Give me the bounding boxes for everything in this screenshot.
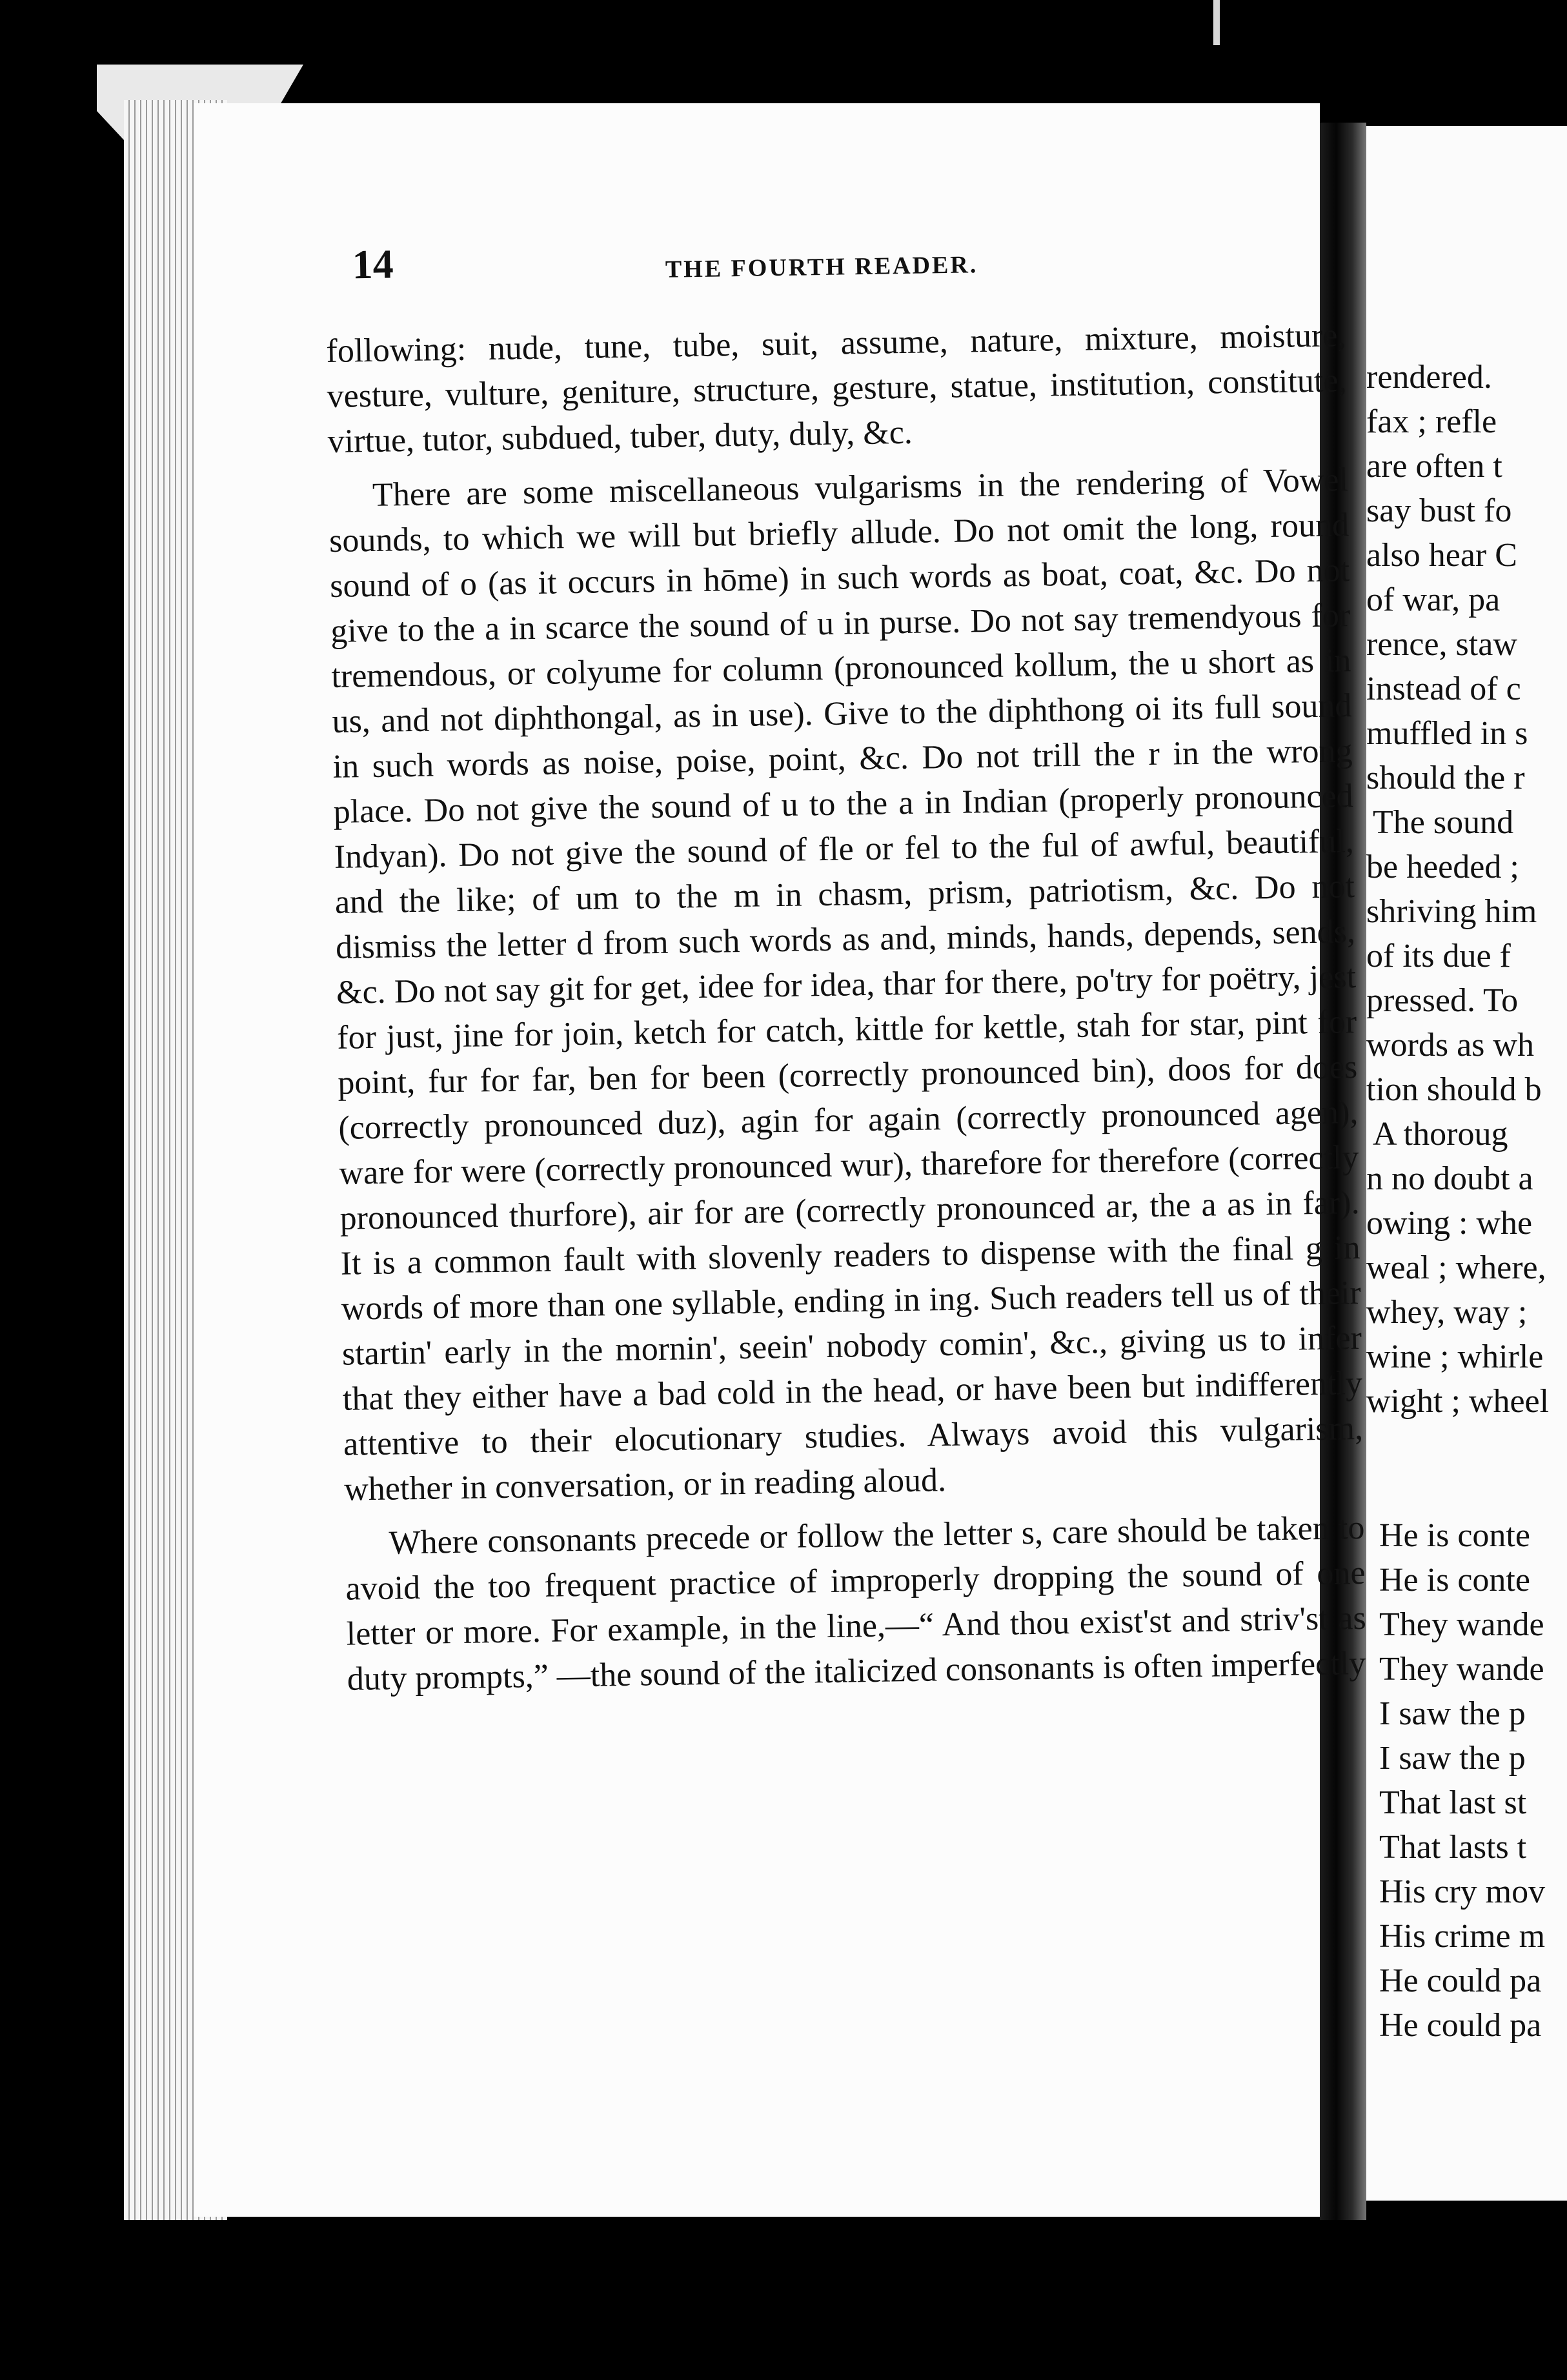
- right-page-line: He could pa: [1379, 2007, 1542, 2044]
- right-page-line: say bust fo: [1366, 492, 1512, 529]
- right-page-line: They wande: [1379, 1606, 1544, 1643]
- right-page-line: be heeded ;: [1366, 849, 1519, 885]
- page-number: 14: [352, 241, 394, 288]
- right-page-line: should the r: [1366, 760, 1525, 796]
- right-page-line: They wande: [1379, 1651, 1544, 1688]
- paragraph: There are some miscellaneous vulgarisms in the rendering of Vowel sounds, to which we will but briefly allude. Do not omit the long, round sound of o (as it occurs in hōme) in such words as boat, coat, &c. Do not give to the a in scarce the sound of u in purse. Do not say tremendyous for tremendous, or colyume for column (pronounced kollum, the u short as in us, and not diphthongal, as in use). Give to the diphthong oi its full sound in such words as noise, poise, point, &c. Do not trill the r in the wrong place. Do not give the sound of u to the a in Indian (properly pronounced Indyan). Do not give the sound of fle or fel to the ful of awful, beautiful, and the like; of um to the m in chasm, prism, patriotism, &c. Do not dismiss the letter d from such words as and, minds, hands, depends, sends, &c. Do not say git for get, idee for idea, thar for there, po'try for poëtry, jest for just, jine for join, ketch for catch, kittle for kettle, stah for star, pint for point, fur for far, ben for been (correctly pronounced bin), doos for does (correctly pronounced duz), agin for again (correctly pronounced agen), ware for were (correctly pronounced wur), tharefore for therefore (correctly pronounced thurfore), air for are (correctly pronounced ar, the a as in far). It is a common fault with slovenly readers to dispense with the final g in words of more than one syllable, ending in ing. Such readers tell us of their startin' early in the mornin', seein' nobody comin', &c., giving us to infer that they either have a bad cold in the head, or have been but indifferently attentive to their elocutionary studies. Always avoid this vulgarism, whether in conversation, or in reading aloud.: [329, 461, 1364, 1508]
- right-page-line: owing : whe: [1366, 1205, 1533, 1242]
- right-page-line: That last st: [1379, 1784, 1527, 1821]
- scan-speck: [1213, 0, 1220, 45]
- right-page-line: weal ; where,: [1366, 1249, 1546, 1286]
- right-page-line: of war, pa: [1366, 581, 1501, 618]
- right-page-line: are often t: [1366, 448, 1502, 485]
- body-text: [326, 313, 1367, 1702]
- right-page-line: words as wh: [1366, 1027, 1534, 1064]
- right-page-line: fax ; refle: [1366, 403, 1497, 440]
- right-page-line: His crime m: [1379, 1918, 1546, 1955]
- paragraph: following: nude, tune, tube, suit, assume, nature, mixture, moisture, vesture, vulture, geniture, structure, gesture, statue, institution, constitute, virtue, tutor, subdued, tuber, duty, duly, &c.: [326, 317, 1347, 460]
- right-page-line: rendered.: [1366, 359, 1492, 396]
- right-page-line: of its due f: [1366, 938, 1511, 974]
- right-page-line: also hear C: [1366, 537, 1517, 574]
- right-page: [1366, 126, 1567, 2201]
- right-page-line: His cry mov: [1379, 1873, 1546, 1910]
- right-page-line: That lasts t: [1379, 1829, 1527, 1866]
- right-page-line: wight ; wheel: [1366, 1383, 1550, 1420]
- running-head: THE FOURTH READER.: [665, 251, 978, 283]
- right-page-line: shriving him: [1366, 893, 1537, 930]
- right-page-line: muffled in s: [1366, 715, 1528, 752]
- right-page-line: pressed. To: [1366, 982, 1519, 1019]
- right-page-line: tion should b: [1366, 1071, 1542, 1108]
- right-page-line: I saw the p: [1379, 1740, 1526, 1777]
- right-page-line: The sound: [1373, 804, 1514, 841]
- right-page-line: He is conte: [1379, 1517, 1530, 1554]
- right-page-line: wine ; whirle: [1366, 1338, 1544, 1375]
- right-page-line: n no doubt a: [1366, 1160, 1533, 1197]
- right-page-line: He is conte: [1379, 1562, 1530, 1598]
- right-page-line: whey, way ;: [1366, 1294, 1528, 1331]
- right-page-line: instead of c: [1366, 671, 1521, 707]
- right-page-line: I saw the p: [1379, 1695, 1526, 1732]
- right-page-line: rence, staw: [1366, 626, 1517, 663]
- paragraph: Where consonants precede or follow the letter s, care should be taken to avoid the too frequent practice of improperly dropping the sound of one letter or more. For example, in the line,—“ And thou exist'st and striv'st as duty prompts,” —the sound of the italicized consonants is often imperfectly: [345, 1509, 1367, 1698]
- right-page-line: He could pa: [1379, 1962, 1542, 1999]
- right-page-line: A thoroug: [1373, 1116, 1508, 1153]
